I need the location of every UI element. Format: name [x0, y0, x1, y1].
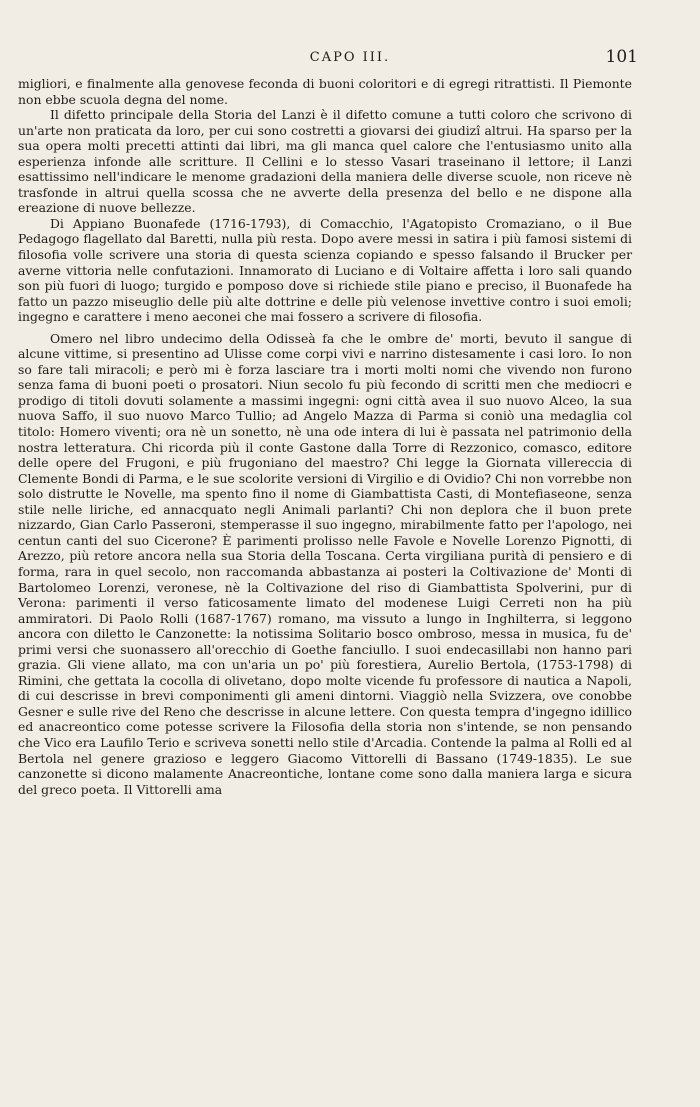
chapter-title: CAPO III.	[309, 50, 391, 65]
running-header	[0, 47, 700, 74]
paragraph-lanzi: Il difetto principale della Storia del Lanzi è il difetto comune a tutti coloro che scrivono di un'arte non praticata da loro, per cui sono costretti a giovarsi dei giudizî altrui. Ha sparso per la sua opera molti precetti attinti dai libri, ma gli manca quel calore che l'entusiasmo unito alla esperienza infonde alle scritture. Il Cellini e lo stesso Vasari traseinano il lettore; il Lanzi esattissimo nell'indicare le menome gradazioni della maniera delle diverse scuole, non riceve nè trasfonde in altrui quella scossa che ne avverte della presenza del bello e ne dispone alla ereazione di nuove bellezze.	[18, 107, 632, 216]
paragraph-omero: Omero nel libro undecimo della Odisseà fa che le ombre de' morti, bevuto il sangue di alcune vittime, si presentino ad Ulisse come corpi vivi e narrino distesamente i casi loro. Io non so fare tali miracoli; e però mi è forza lasciare tra i morti molti nomi che vivendo non furono senza fama di buoni poeti o prosatori. Niun secolo fu più fecondo di scritti men che mediocri e prodigo di titoli dovuti solamente a massimi ingegni: ogni città avea il suo nuovo Alceo, la sua nuova Saffo, il suo nuovo Marco Tullio; ad Angelo Mazza di Parma si coniò una medaglia col titolo: Homero viventi; ora nè un sonetto, nè una ode intera di lui è passata nel patrimonio della nostra letteratura. Chi ricorda più il conte Gastone dalla Torre di Rezzonico, comasco, editore delle opere del Frugoni, e più frugoniano del maestro? Chi legge la Giornata villereccia di Clemente Bondi di Parma, e le sue scolorite versioni di Virgilio e di Ovidio? Chi non vorrebbe non solo distrutte le Novelle, ma spento fino il nome di Giambattista Casti, di Montefiaseone, senza stile nelle liriche, ed annacquato negli Animali parlanti? Chi non deplora che il buon prete nizzardo, Gian Carlo Passeroni, stemperasse il suo ingegno, mirabilmente fatto per l'apologo, nei centun canti del suo Cicerone? È parimenti prolisso nelle Favole e Novelle Lorenzo Pignotti, di Arezzo, più retore ancora nella sua Storia della Toscana. Certa virgiliana purità di pensiero e di forma, rara in quel secolo, non raccomanda abbastanza ai posteri la Coltivazione de' Monti di Bartolomeo Lorenzi, veronese, nè la Coltivazione del riso di Giambattista Spolverini, pur di Verona: parimenti il verso faticosamente limato del modenese Luigi Cerreti non ha più ammiratori. Di Paolo Rolli (1687-1767) romano, ma vissuto a lungo in Inghilterra, si leggono ancora con diletto le Canzonette: la notissima Solitario bosco ombroso, messa in musica, fu de' primi versi che suonassero all'orecchio di Goethe fanciullo. I suoi endecasillabi non hanno pari grazia. Gli viene allato, ma con un'aria un po' più forestiera, Aurelio Bertola, (1753-1798) di Rimini, che gettata la cocolla di olivetano, dopo molte vicende fu professore di nautica a Napoli, di cui descrisse in brevi componimenti gli ameni dintorni. Viaggiò nella Svizzera, ove conobbe Gesner e sulle rive del Reno che descrisse in alcune lettere. Con questa tempra d'ingegno idillico ed anacreontico come potesse scrivere la Filosofia della storia non s'intende, se non pensando che Vico era Laufilo Terio e scriveva sonetti nello stile d'Arcadia. Contende la palma al Rolli ed al Bertola nel genere grazioso e leggero Giacomo Vittorelli di Bassano (1749-1835). Le sue canzonette si dicono malamente Anacreontiche, lontane come sono dalla maniera larga e sicura del greco poeta. Il Vittorelli ama	[18, 330, 632, 797]
paragraph-continuation: migliori, e finalmente alla genovese feconda di buoni coloritori e di egregi ritrattisti. Il Piemonte non ebbe scuola degna del nome.	[18, 76, 632, 107]
page-number: 101	[605, 47, 638, 67]
paragraph-buonafede: Di Appiano Buonafede (1716-1793), di Comacchio, l'Agatopisto Cromaziano, o il Bue Pedagogo flagellato dal Baretti, nulla più resta. Dopo avere messi in satira i più famosi sistemi di filosofia volle scrivere una storia di questa scienza copiando e spesso falsando il Brucker per averne vittoria nelle confutazioni. Innamorato di Luciano e di Voltaire affetta i loro sali quando son più fuori di luogo; turgido e pomposo dove si richiede stile piano e preciso, il Buonafede ha fatto un pazzo miseuglio delle più alte dottrine e delle più velenose invettive contro i suoi emoli; ingegno e carattere i meno aeconei che mai fossero a scrivere di filosofia.	[18, 215, 632, 325]
page-body	[18, 76, 632, 797]
